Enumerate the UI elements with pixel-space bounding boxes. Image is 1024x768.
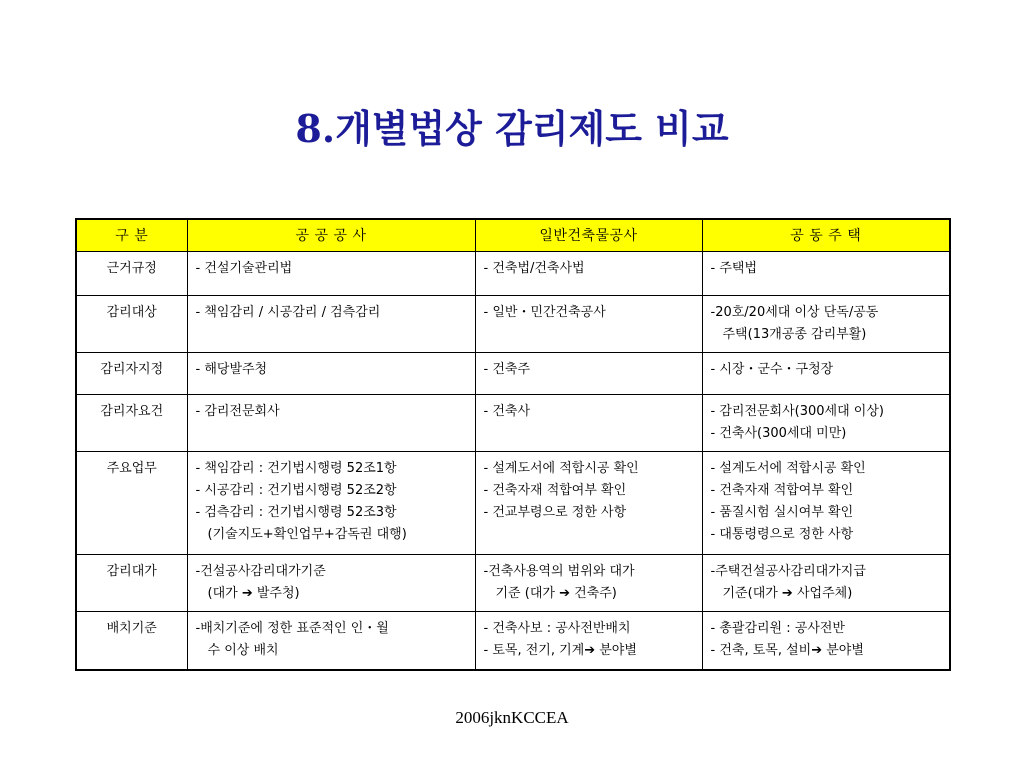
cell-apartment-housing (702, 296, 950, 353)
cell-line: - 시공감리 : 건기법시행령 52조2항 (195, 483, 397, 498)
table-row (76, 395, 950, 452)
cell-line: - 시장・군수・구청장 (710, 362, 834, 377)
cell-line: 주택(13개공종 감리부활) (722, 327, 867, 342)
cell-line: - 해당발주청 (195, 362, 268, 377)
cell-line: -주택건설공사감리대가지급 (710, 564, 866, 579)
cell-line: - 감리전문회사 (195, 404, 280, 419)
cell-line: - 건축자재 적합여부 확인 (710, 483, 854, 498)
cell-line: - 건축, 토목, 설비➔ 분야별 (710, 643, 864, 658)
cell-line: - 건축주 (483, 362, 530, 377)
cell-apartment-housing (702, 395, 950, 452)
cell-general-building (475, 395, 702, 452)
cell-line: 기준(대가 ➔ 사업주체) (722, 586, 853, 601)
row-label: 감리대상 (76, 296, 187, 353)
cell-line: - 책임감리 : 건기법시행령 52조1항 (195, 461, 397, 476)
page-title (0, 104, 1024, 154)
cell-line: - 주택법 (710, 261, 757, 276)
cell-public-works (187, 555, 475, 612)
cell-line: - 건축자재 적합여부 확인 (483, 483, 627, 498)
cell-general-building (475, 296, 702, 353)
cell-line: (대가 ➔ 발주청) (207, 586, 300, 601)
cell-line: 기준 (대가 ➔ 건축주) (495, 586, 617, 601)
title-text: 개별법상 감리제도 비교 (335, 107, 729, 151)
table-body (76, 252, 950, 670)
cell-public-works (187, 452, 475, 555)
cell-public-works (187, 296, 475, 353)
footer-credit: 2006jknKCCEA (455, 708, 569, 727)
row-label: 감리자지정 (76, 353, 187, 395)
cell-line: 수 이상 배치 (207, 643, 279, 658)
row-label: 주요업무 (76, 452, 187, 555)
table-header-row (76, 219, 950, 252)
cell-line: -건설공사감리대가기준 (195, 564, 326, 579)
row-label: 배치기준 (76, 612, 187, 670)
table-row (76, 353, 950, 395)
header-category: 구 분 (76, 219, 187, 252)
cell-apartment-housing (702, 612, 950, 670)
cell-public-works (187, 252, 475, 296)
header-apartment-housing: 공 동 주 택 (702, 219, 950, 252)
cell-general-building (475, 452, 702, 555)
cell-line: - 품질시험 실시여부 확인 (710, 505, 854, 520)
row-label: 근거규정 (76, 252, 187, 296)
comparison-table (75, 218, 951, 671)
cell-line: - 건축사 (483, 404, 530, 419)
cell-line: - 설계도서에 적합시공 확인 (483, 461, 639, 476)
cell-line: - 대통령령으로 정한 사항 (710, 527, 854, 542)
cell-public-works (187, 612, 475, 670)
cell-line: - 건설기술관리법 (195, 261, 293, 276)
cell-apartment-housing (702, 452, 950, 555)
cell-line: - 건축사보 : 공사전반배치 (483, 621, 631, 636)
cell-public-works (187, 395, 475, 452)
cell-line: -건축사용역의 범위와 대가 (483, 564, 635, 579)
cell-apartment-housing (702, 353, 950, 395)
title-number: 8. (295, 106, 336, 151)
cell-apartment-housing (702, 555, 950, 612)
cell-line: -20호/20세대 이상 단독/공동 (710, 305, 879, 320)
cell-line: - 토목, 전기, 기계➔ 분야별 (483, 643, 637, 658)
cell-line: - 일반・민간건축공사 (483, 305, 606, 320)
cell-line: - 감리전문회사(300세대 이상) (710, 404, 884, 419)
table-row (76, 555, 950, 612)
table-row (76, 252, 950, 296)
header-general-building: 일반건축물공사 (475, 219, 702, 252)
cell-general-building (475, 612, 702, 670)
cell-line: - 설계도서에 적합시공 확인 (710, 461, 866, 476)
cell-line: - 책임감리 / 시공감리 / 검측감리 (195, 305, 381, 320)
cell-general-building (475, 555, 702, 612)
cell-line: - 건축법/건축사법 (483, 261, 585, 276)
cell-line: -배치기준에 정한 표준적인 인・월 (195, 621, 389, 636)
cell-general-building (475, 252, 702, 296)
cell-line: - 검측감리 : 건기법시행령 52조3항 (195, 505, 397, 520)
cell-line: - 총괄감리원 : 공사전반 (710, 621, 845, 636)
header-public-works: 공 공 공 사 (187, 219, 475, 252)
table-row (76, 612, 950, 670)
cell-public-works (187, 353, 475, 395)
cell-line: - 건축사(300세대 미만) (710, 426, 847, 441)
table-row (76, 452, 950, 555)
cell-apartment-housing (702, 252, 950, 296)
cell-general-building (475, 353, 702, 395)
cell-line: (기술지도+확인업무+감독권 대행) (207, 527, 407, 542)
row-label: 감리대가 (76, 555, 187, 612)
cell-line: - 건교부령으로 정한 사항 (483, 505, 627, 520)
table-row (76, 296, 950, 353)
row-label: 감리자요건 (76, 395, 187, 452)
